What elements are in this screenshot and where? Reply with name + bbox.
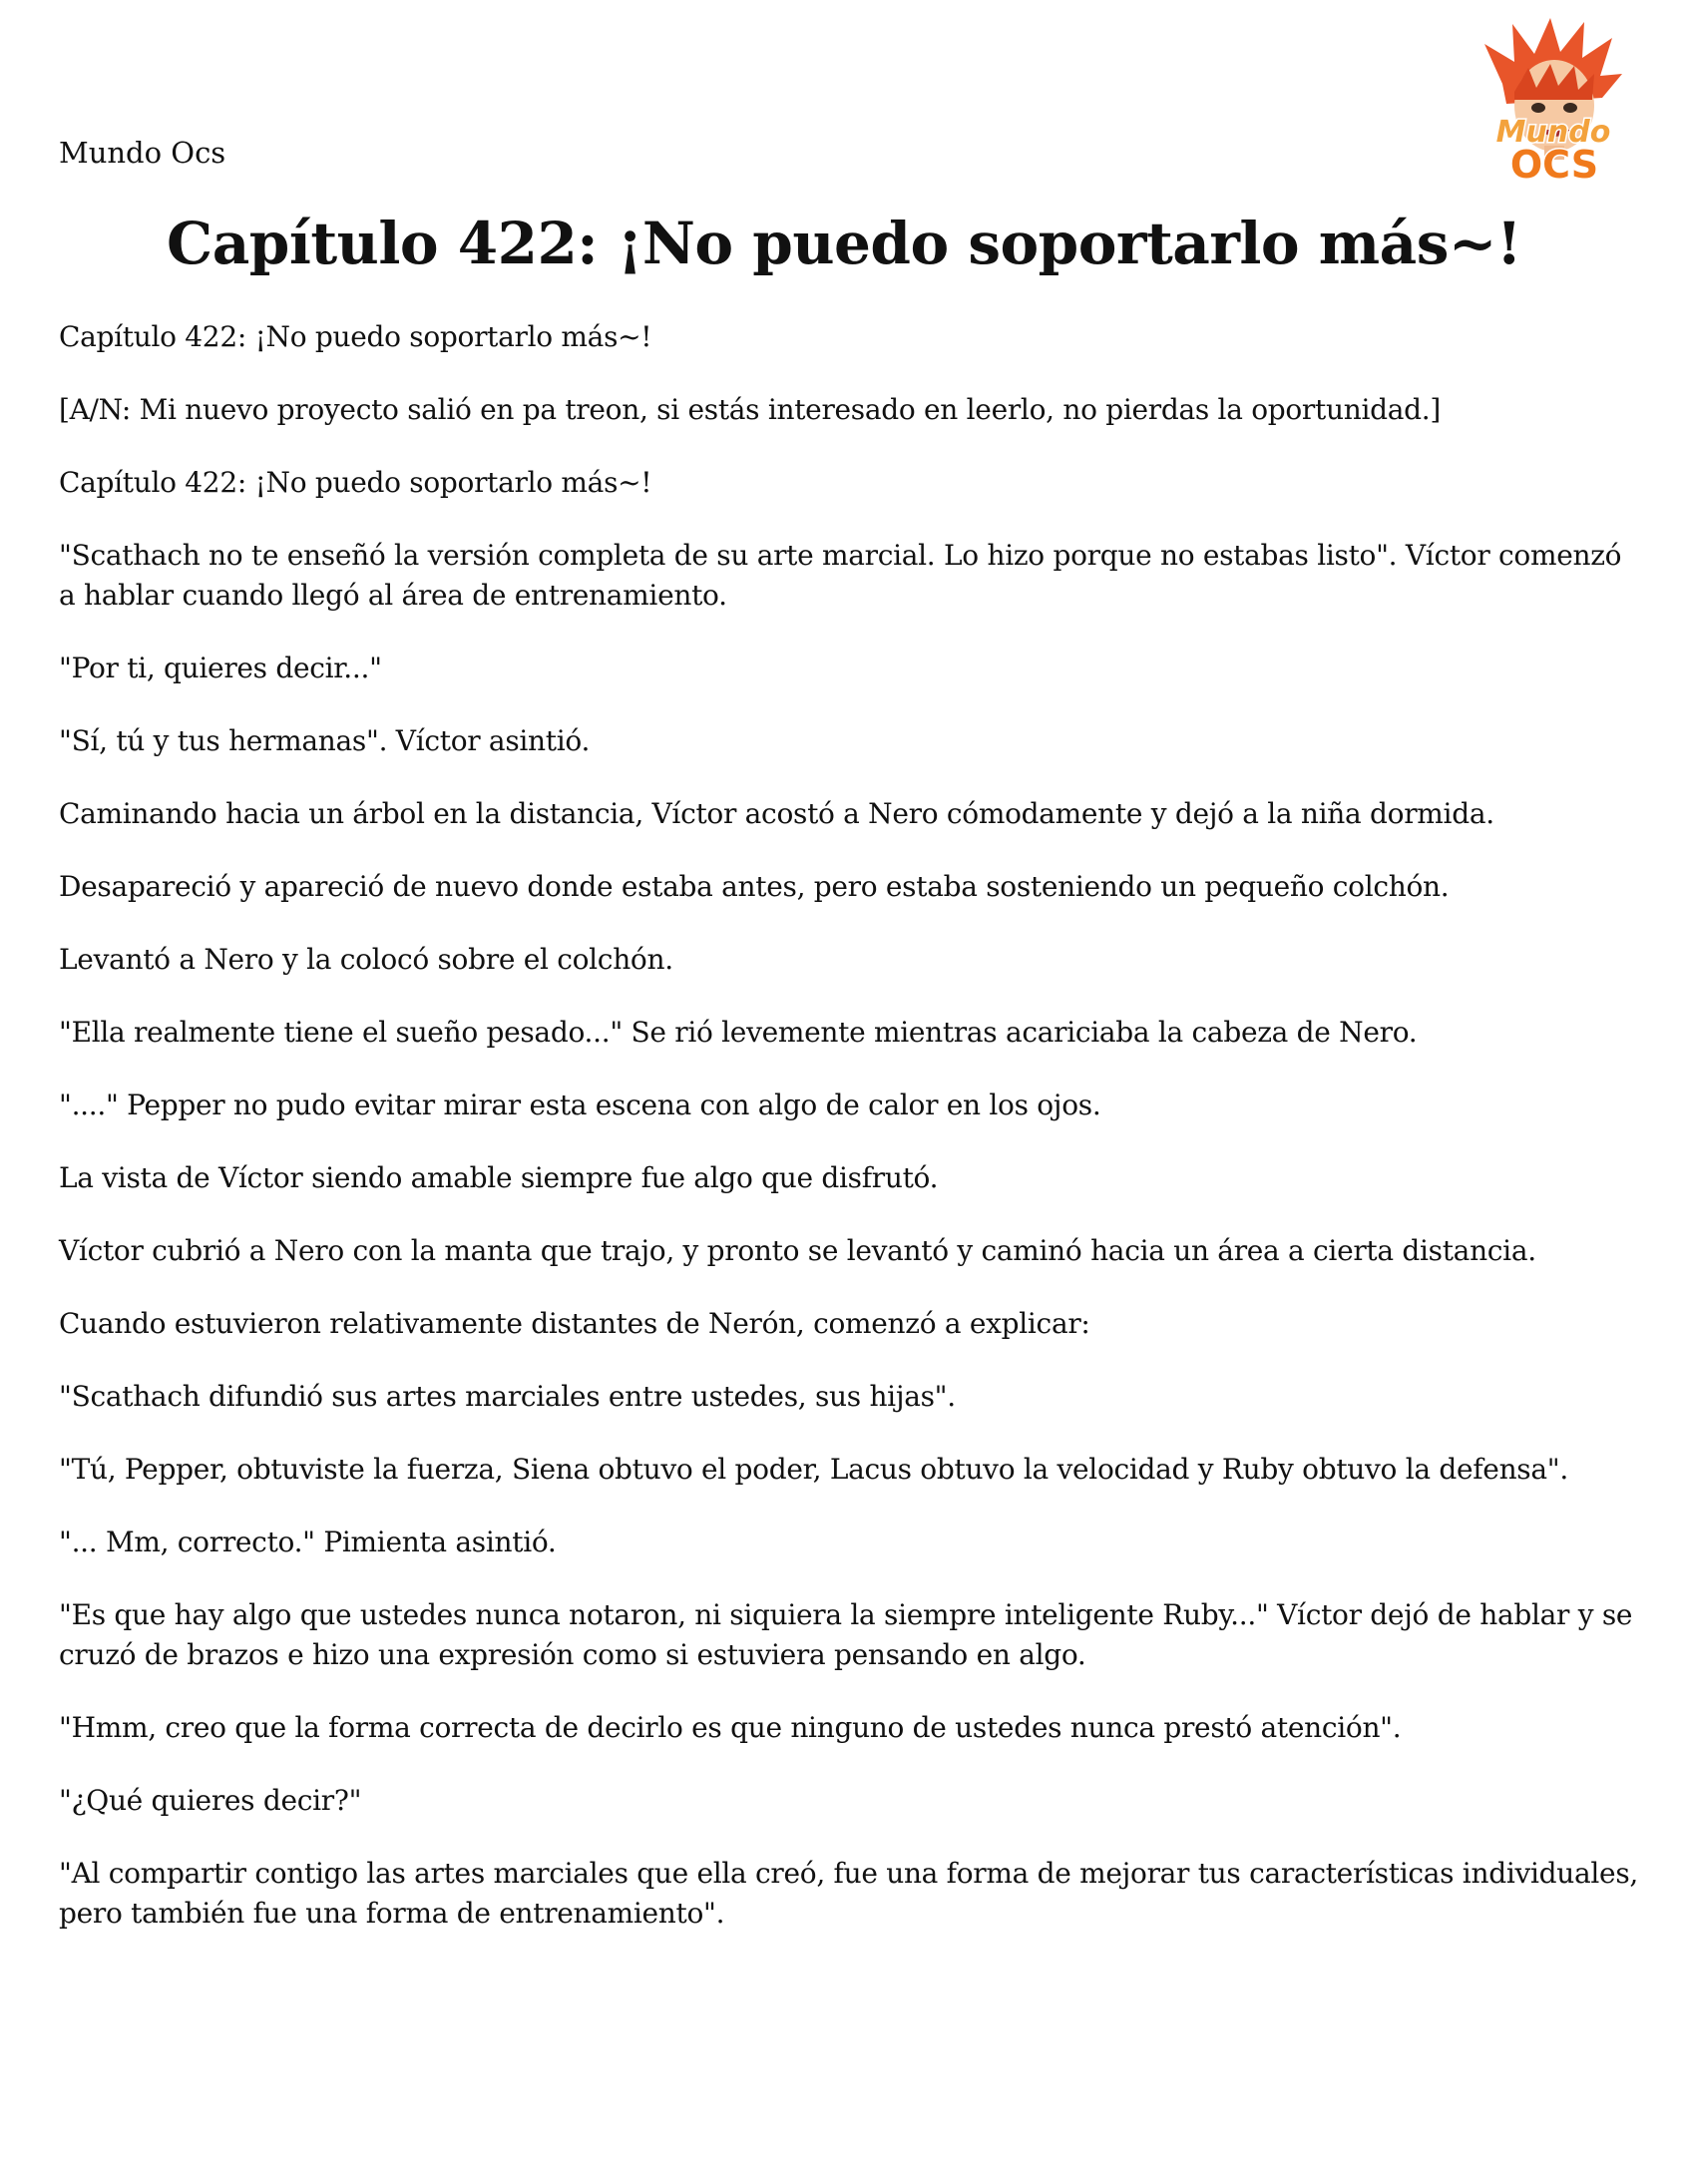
- paragraph: "Scathach difundió sus artes marciales entre ustedes, sus hijas".: [59, 1380, 956, 1413]
- mundo-ocs-logo: [1463, 14, 1644, 186]
- paragraph: "Por ti, quieres decir...": [59, 652, 382, 684]
- paragraph: "Ella realmente tiene el sueño pesado..." Se rió levemente mientras acariciaba la cabeza de Nero.: [59, 1016, 1418, 1049]
- paragraph: "Al compartir contigo las artes marciales que ella creó, fue una forma de mejorar tus características individuales, pero también fue una forma de entrenamiento".: [59, 1857, 1638, 1930]
- paragraph: Capítulo 422: ¡No puedo soportarlo más~!: [59, 320, 652, 353]
- chapter-body: [59, 317, 1645, 1966]
- paragraph: "Sí, tú y tus hermanas". Víctor asintió.: [59, 724, 591, 757]
- site-name: Mundo Ocs: [59, 136, 226, 170]
- paragraph: Capítulo 422: ¡No puedo soportarlo más~!: [59, 466, 652, 499]
- chapter-title: Capítulo 422: ¡No puedo soportarlo más~!: [167, 210, 1521, 277]
- paragraph: Víctor cubrió a Nero con la manta que trajo, y pronto se levantó y caminó hacia un área a cierta distancia.: [59, 1234, 1536, 1267]
- paragraph: "Tú, Pepper, obtuviste la fuerza, Siena obtuvo el poder, Lacus obtuvo la velocidad y Ruby obtuvo la defensa".: [59, 1453, 1568, 1486]
- paragraph: Cuando estuvieron relativamente distantes de Nerón, comenzó a explicar:: [59, 1307, 1090, 1340]
- logo-text-top: Mundo: [1495, 115, 1611, 150]
- paragraph: "...." Pepper no pudo evitar mirar esta escena con algo de calor en los ojos.: [59, 1089, 1101, 1121]
- paragraph: "¿Qué quieres decir?": [59, 1784, 362, 1817]
- paragraph: "Hmm, creo que la forma correcta de decirlo es que ninguno de ustedes nunca prestó atención".: [59, 1711, 1402, 1744]
- paragraph: Levantó a Nero y la colocó sobre el colchón.: [59, 943, 673, 976]
- paragraph: [A/N: Mi nuevo proyecto salió en pa treon, si estás interesado en leerlo, no pierdas la oportunidad.]: [59, 393, 1441, 426]
- paragraph: "... Mm, correcto." Pimienta asintió.: [59, 1526, 557, 1558]
- paragraph: "Scathach no te enseñó la versión completa de su arte marcial. Lo hizo porque no estabas listo". Víctor comenzó a hablar cuando llegó al área de entrenamiento.: [59, 539, 1622, 612]
- logo-text-bottom: OCS: [1509, 143, 1599, 186]
- paragraph: Caminando hacia un árbol en la distancia, Víctor acostó a Nero cómodamente y dejó a la niña dormida.: [59, 797, 1494, 830]
- paragraph: Desapareció y apareció de nuevo donde estaba antes, pero estaba sosteniendo un pequeño colchón.: [59, 870, 1450, 903]
- paragraph: "Es que hay algo que ustedes nunca notaron, ni siquiera la siempre inteligente Ruby..." Víctor dejó de hablar y se cruzó de brazos e hizo una expresión como si estuviera pensando en algo.: [59, 1598, 1633, 1671]
- paragraph: La vista de Víctor siendo amable siempre fue algo que disfrutó.: [59, 1161, 939, 1194]
